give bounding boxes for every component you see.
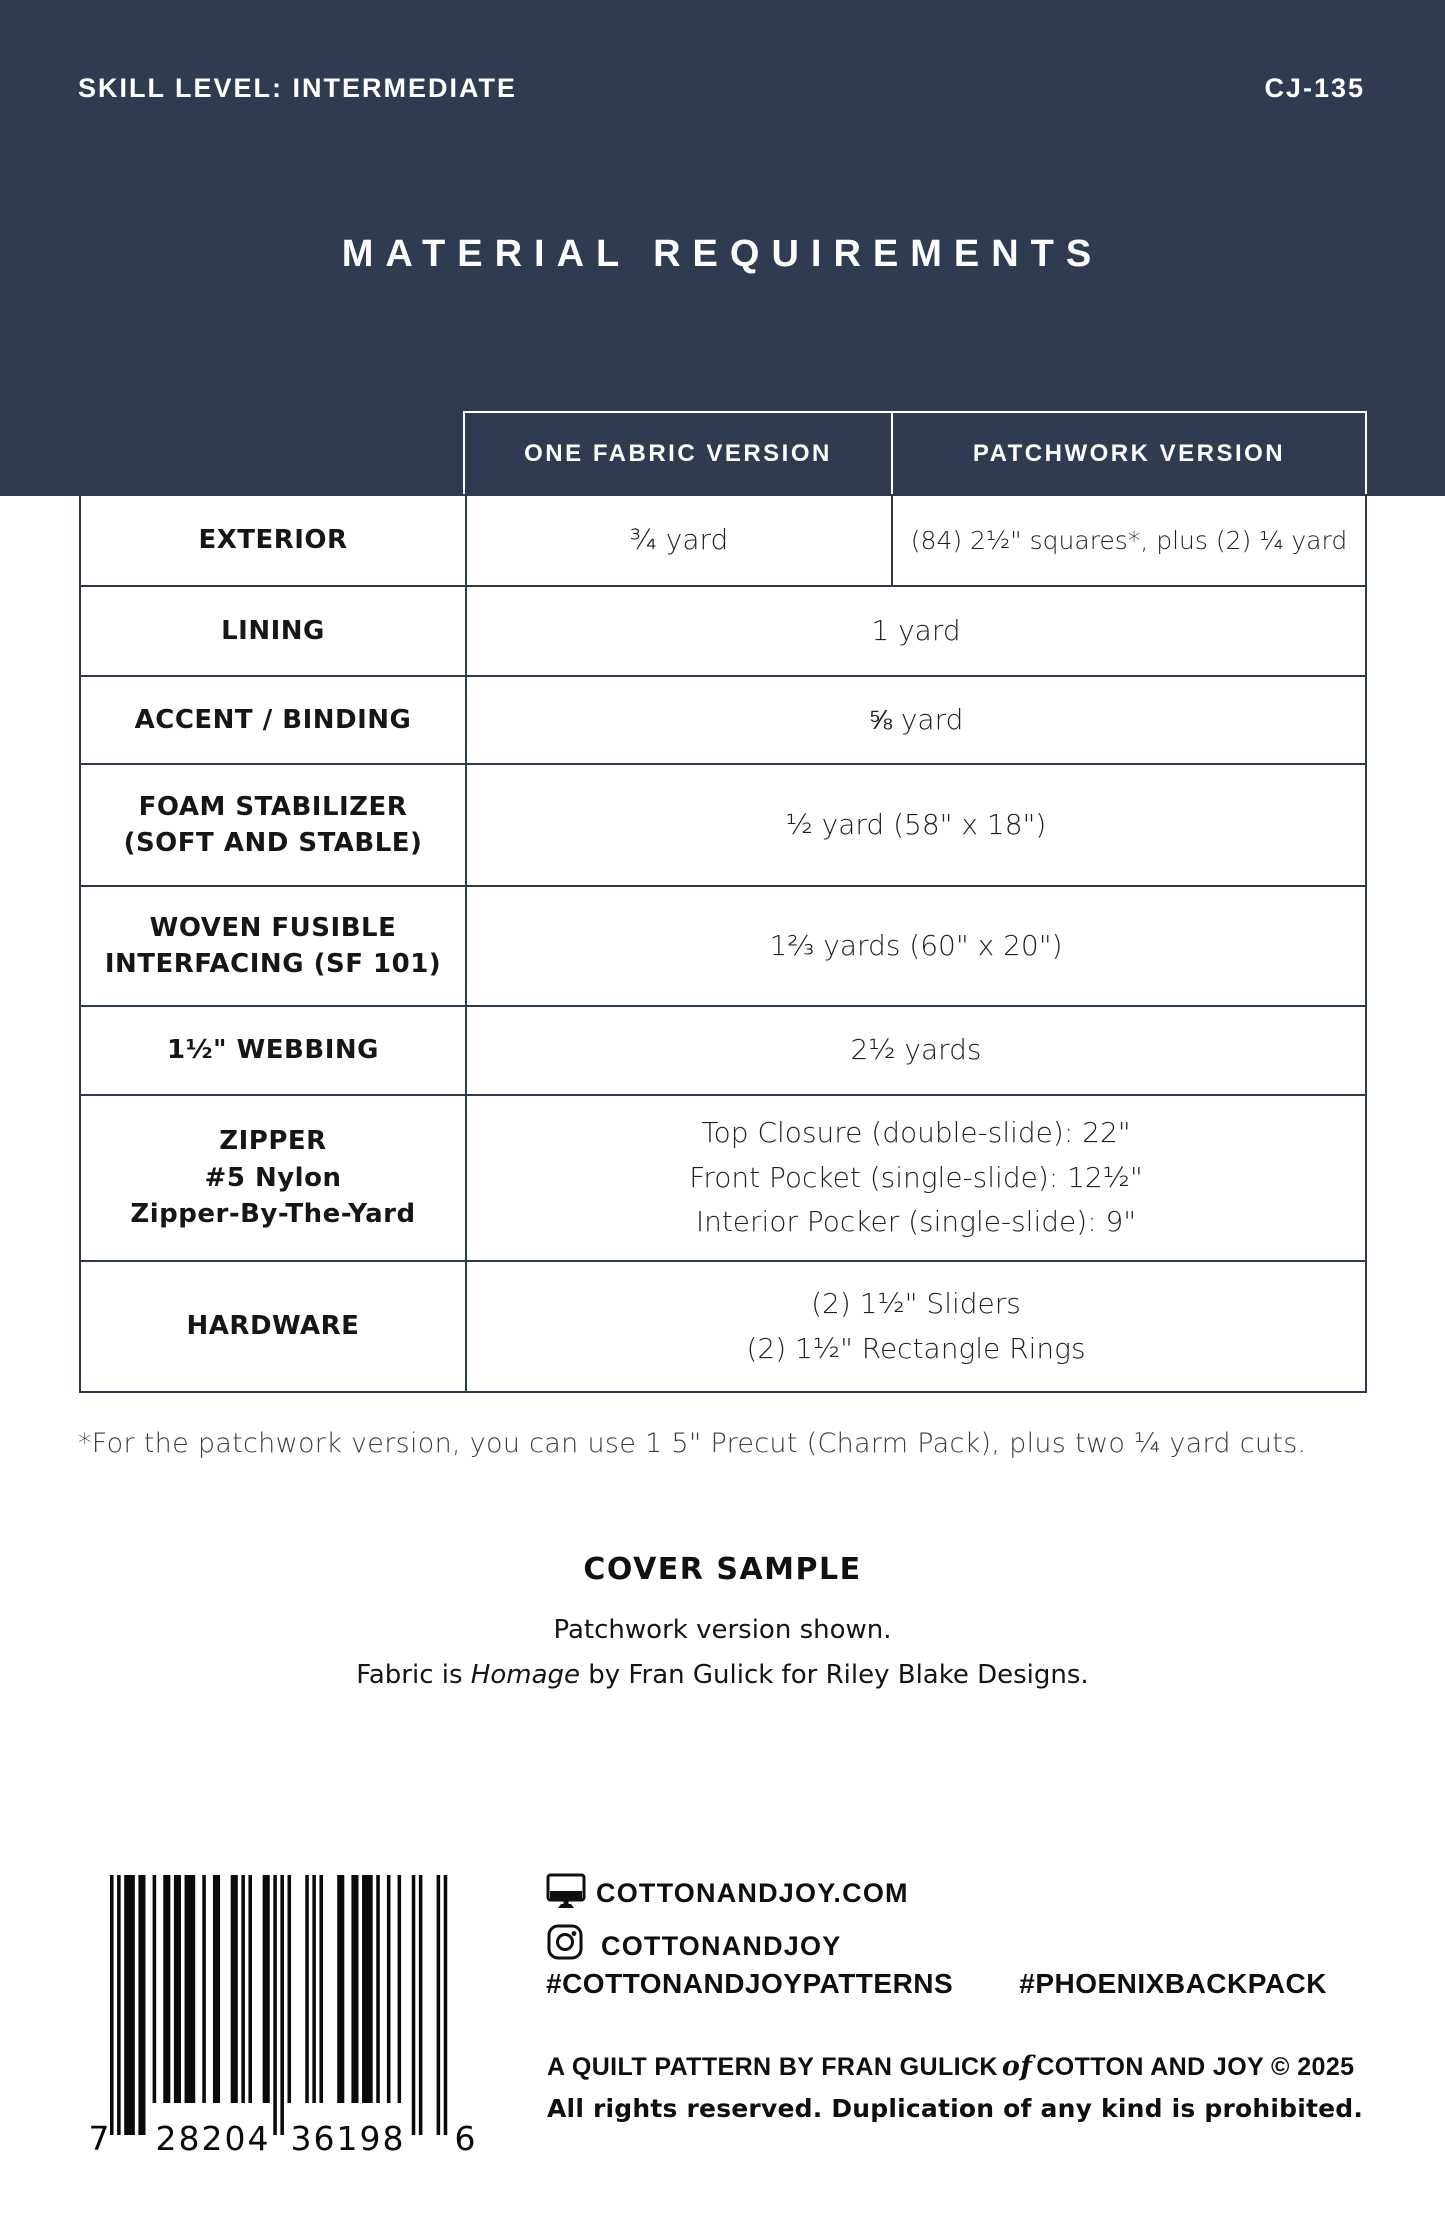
cover-sample-heading: COVER SAMPLE <box>583 1552 862 1587</box>
column-header-one-fabric: ONE FABRIC VERSION <box>524 440 832 467</box>
accent-binding-value: ⅝ yard <box>466 676 1366 764</box>
cover-sample-text: Fabric is <box>356 1660 471 1690</box>
interfacing-value: 1⅔ yards (60" x 20") <box>466 886 1366 1006</box>
credit-line <box>547 2051 1354 2082</box>
cover-sample-line2 <box>0 1660 1445 1690</box>
exterior-patchwork-value: (84) 2½" squares*, plus (2) ¼ yard <box>892 495 1366 586</box>
table-row <box>80 495 1366 586</box>
barcode-group2: 36198 <box>290 2119 406 2158</box>
label-line: #5 Nylon <box>204 1162 342 1193</box>
table-row <box>80 676 1366 764</box>
exterior-one-fabric-value: ¾ yard <box>466 495 892 586</box>
fabric-name: Homage <box>470 1660 581 1690</box>
label-line: INTERFACING (SF 101) <box>104 949 442 979</box>
lining-value: 1 yard <box>466 586 1366 676</box>
value-line: Front Pocket (single-slide): 12½" <box>689 1160 1143 1194</box>
upc-barcode <box>85 1863 485 2163</box>
hashtag-backpack: #PHOENIXBACKPACK <box>1019 1968 1327 1999</box>
row-label-hardware: HARDWARE <box>80 1261 466 1392</box>
pattern-code: CJ-135 <box>1264 73 1365 103</box>
row-label-zipper <box>80 1095 466 1261</box>
cover-sample-text: by Fran Gulick for Riley Blake Designs. <box>580 1660 1089 1690</box>
row-label-interfacing <box>80 886 466 1006</box>
credit-text: A QUILT PATTERN BY FRAN GULICK <box>547 2053 998 2081</box>
hardware-values <box>466 1261 1366 1392</box>
website-url: COTTONANDJOY.COM <box>596 1878 909 1908</box>
webbing-value: 2½ yards <box>466 1006 1366 1095</box>
instagram-handle: COTTONANDJOY <box>601 1931 842 1961</box>
label-line: Zipper-By-The-Yard <box>130 1199 416 1230</box>
barcode-right-digit: 6 <box>454 2119 476 2158</box>
barcode-left-digit: 7 <box>88 2119 110 2158</box>
row-label-foam-stabilizer <box>80 764 466 886</box>
table-column-headers <box>463 411 1367 497</box>
barcode-group1: 28204 <box>155 2119 271 2158</box>
table-row <box>80 1006 1366 1095</box>
row-label-webbing: 1½" WEBBING <box>80 1006 466 1095</box>
value-line: Top Closure (double-slide): 22" <box>701 1115 1131 1149</box>
row-label-exterior: EXTERIOR <box>80 495 466 586</box>
credit-text: COTTON AND JOY © 2025 <box>1036 2053 1355 2081</box>
row-label-accent-binding: ACCENT / BINDING <box>80 676 466 764</box>
value-line: Interior Pocker (single-slide): 9" <box>695 1205 1137 1239</box>
column-header-patchwork: PATCHWORK VERSION <box>891 413 1365 495</box>
page-title: MATERIAL REQUIREMENTS <box>341 233 1104 275</box>
label-line: FOAM STABILIZER <box>138 791 408 822</box>
monitor-icon <box>546 1872 586 1912</box>
table-row <box>80 586 1366 676</box>
instagram-icon <box>547 1924 583 1960</box>
label-line: WOVEN FUSIBLE <box>149 912 397 943</box>
table-row <box>80 1261 1366 1392</box>
zipper-values <box>466 1095 1366 1261</box>
material-requirements-table <box>79 494 1367 1393</box>
table-row <box>80 764 1366 886</box>
foam-stabilizer-value: ½ yard (58" x 18") <box>466 764 1366 886</box>
credit-of: of <box>1001 2051 1033 2082</box>
patchwork-footnote: *For the patchwork version, you can use 1 5" Precut (Charm Pack), plus two ¼ yard cuts. <box>78 1428 1307 1459</box>
value-line: (2) 1½" Sliders <box>811 1286 1021 1320</box>
cover-sample-line1: Patchwork version shown. <box>553 1615 892 1645</box>
table-row <box>80 886 1366 1006</box>
row-label-lining: LINING <box>80 586 466 676</box>
table-row <box>80 1095 1366 1261</box>
label-line: (SOFT AND STABLE) <box>123 828 423 858</box>
label-line: ZIPPER <box>219 1126 327 1157</box>
skill-level-text: SKILL LEVEL: INTERMEDIATE <box>78 73 518 103</box>
value-line: (2) 1½" Rectangle Rings <box>746 1331 1086 1365</box>
rights-line: All rights reserved. Duplication of any kind is prohibited. <box>547 2094 1364 2123</box>
hashtag-patterns: #COTTONANDJOYPATTERNS <box>546 1968 954 1999</box>
